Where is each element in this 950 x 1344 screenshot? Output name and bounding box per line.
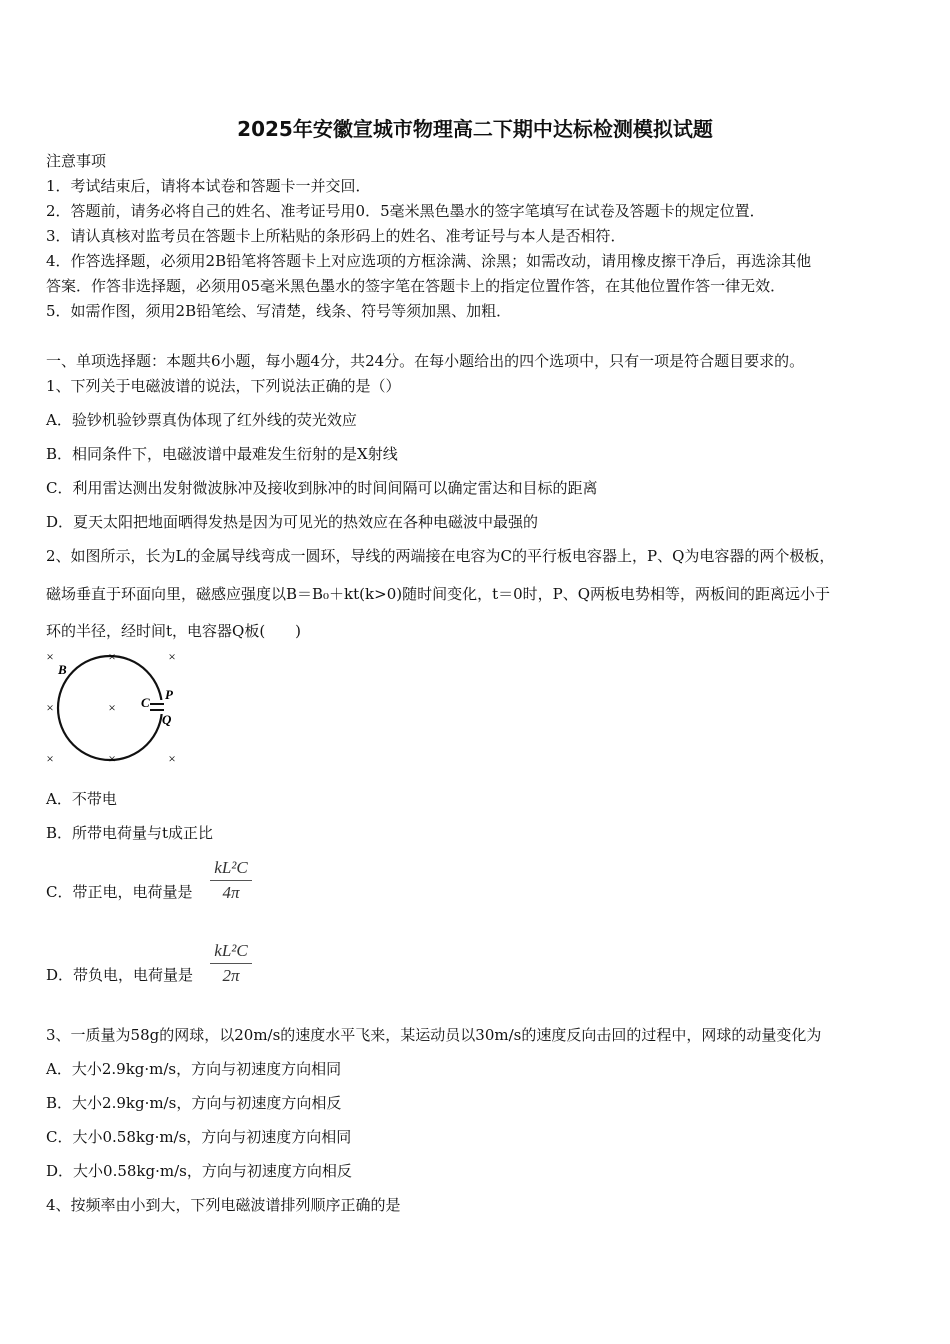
- notice-heading: 注意事项: [46, 152, 107, 170]
- fraction-d: [210, 941, 252, 986]
- notice-item: 3．请认真核对监考员在答题卡上所粘贴的条形码上的姓名、准考证号与本人是否相符．: [46, 227, 626, 245]
- q3-option-d: D．大小0.58kg·m/s，方向与初速度方向相反: [46, 1162, 352, 1180]
- q2-option-c: C．带正电，电荷量是: [46, 883, 193, 901]
- q2-option-b: B．所带电荷量与t成正比: [46, 824, 214, 842]
- notice-item: 4．作答选择题，必须用2B铅笔将答题卡上对应选项的方框涂满、涂黑；如需改动，请用橡皮擦干净后，再选涂其他: [46, 252, 812, 270]
- fraction-c: [210, 858, 252, 903]
- field-mark: ×: [108, 700, 116, 715]
- field-mark: ×: [46, 751, 54, 766]
- q1-option-a: A．验钞机验钞票真伪体现了红外线的荧光效应: [46, 411, 357, 429]
- q2-option-a: A．不带电: [46, 790, 117, 808]
- q3-stem: 3、一质量为58g的网球，以20m/s的速度水平飞来，某运动员以30m/s的速度反向击回的过程中，网球的动量变化为: [46, 1026, 822, 1044]
- q1-option-d: D．夏天太阳把地面晒得发热是因为可见光的热效应在各种电磁波中最强的: [46, 513, 539, 531]
- label-b: B: [58, 662, 67, 677]
- fraction-d-denominator: 2π: [222, 966, 240, 985]
- field-mark: ×: [108, 649, 116, 664]
- q4-stem: 4、按频率由小到大，下列电磁波谱排列顺序正确的是: [46, 1196, 401, 1214]
- fraction-c-numerator: kL²C: [214, 858, 248, 877]
- notice-item: 1．考试结束后，请将本试卷和答题卡一并交回．: [46, 177, 371, 195]
- field-mark: ×: [168, 751, 176, 766]
- field-mark: ×: [108, 751, 116, 766]
- label-q: Q: [162, 712, 172, 727]
- q2-option-d: D．带负电，电荷量是: [46, 966, 194, 984]
- q2-stem-line1: 2、如图所示，长为L的金属导线弯成一圆环，导线的两端接在电容为C的平行板电容器上，P、Q为电容器的两个极板，: [46, 547, 835, 565]
- notice-item: 5．如需作图，须用2B铅笔绘、写清楚，线条、符号等须加黑、加粗．: [46, 302, 512, 320]
- field-mark: ×: [46, 700, 54, 715]
- page-title: 2025年安徽宣城市物理高二下期中达标检测模拟试题: [237, 117, 713, 141]
- label-p: P: [165, 687, 173, 702]
- fraction-c-denominator: 4π: [222, 883, 240, 902]
- q3-option-c: C．大小0.58kg·m/s，方向与初速度方向相同: [46, 1128, 352, 1146]
- label-c: C: [141, 695, 150, 710]
- notice-item: 2．答题前，请务必将自己的姓名、准考证号用0．5毫米黑色墨水的签字笔填写在试卷及答题卡的规定位置．: [46, 202, 765, 220]
- q1-stem: 1、下列关于电磁波谱的说法，下列说法正确的是（）: [46, 377, 401, 395]
- ring-capacitor-figure: [40, 648, 185, 768]
- q2-stem-line2: 磁场垂直于环面向里，磁感应强度以B＝B₀＋kt(k>0)随时间变化，t＝0时，P、Q两板电势相等，两板间的距离远小于: [46, 585, 831, 603]
- section-heading: 一、单项选择题：本题共6小题，每小题4分，共24分。在每小题给出的四个选项中，只有一项是符合题目要求的。: [46, 352, 805, 370]
- q1-option-c: C．利用雷达测出发射微波脉冲及接收到脉冲的时间间隔可以确定雷达和目标的距离: [46, 479, 598, 497]
- q1-option-b: B．相同条件下，电磁波谱中最难发生衍射的是X射线: [46, 445, 398, 463]
- q3-option-a: A．大小2.9kg·m/s，方向与初速度方向相同: [46, 1060, 342, 1078]
- fraction-d-numerator: kL²C: [214, 941, 248, 960]
- q3-option-b: B．大小2.9kg·m/s，方向与初速度方向相反: [46, 1094, 342, 1112]
- field-mark: ×: [168, 649, 176, 664]
- q2-stem-line3: 环的半径，经时间t，电容器Q板( ): [46, 622, 302, 640]
- field-mark: ×: [46, 649, 54, 664]
- notice-item: 答案．作答非选择题，必须用05毫米黑色墨水的签字笔在答题卡上的指定位置作答，在其他位置作答一律无效．: [46, 277, 786, 295]
